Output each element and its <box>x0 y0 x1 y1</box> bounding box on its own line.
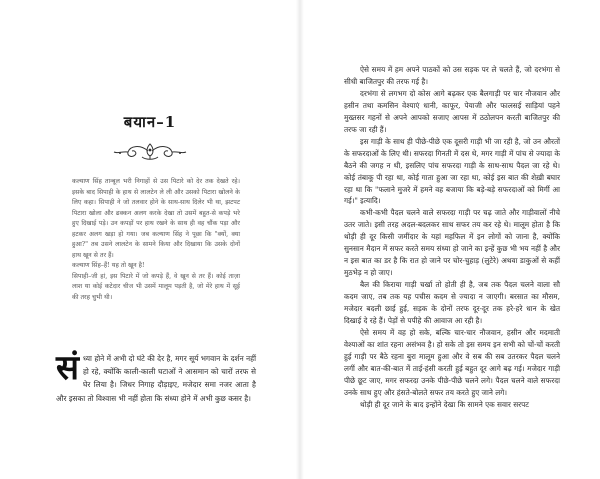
body-paragraph: कभी-कभी पैदल चलने वाले सफरदा गाड़ी पर चढ़ जाते और गाड़ीवालों नीचे उतर जाते। इसी तरह अदल-बदलकर साथ सफर तय कर रहे थे। मालूम होता है कि थोड़ी ही दूर किसी जमींदार के यहां महफिल में इन लोगों को जाना है, क्योंकि सुनसान मैदान में सफर करते समय संध्या हो जाने का इन्हें कुछ भी भय नहीं है और न इस बात का डर है कि रात हो जाने पर चोर-चुहाड़ (लुटेरे) अथवा डाकुओं से कहीं मुठभेड़ न हो जाए। <box>344 208 560 278</box>
quote-paragraph: कल्याण सिंह–हैं! यह तो खून है! <box>72 262 145 269</box>
body-paragraph: बैल की किराया गाड़ी चर्खा तो होती ही है, जब तक पैदल चलने वाला सौ कदम जाए, तब तक यह पचीस कदम से ज्यादा न जाएगी। बरसात का मौसम, मजेदार बदली छाई हुई, सड़क के दोनों तरफ दूर-दूर तक हरे-हरे धान के खेत दिखाई दे रहे हैं। पेड़ों से पपीहे की आवाज आ रही है। <box>344 280 560 326</box>
opening-paragraph <box>56 348 256 405</box>
right-page <box>300 0 600 479</box>
ornament-graphic <box>112 140 188 162</box>
body-text <box>344 64 560 411</box>
quote-block <box>72 177 240 303</box>
opening-text: ध्या होने में अभी दो घंटे की देर है, मगर सूर्य भगवान के दर्शन नहीं हो रहे, क्योंकि काली-काली घटाओं ने आसमान को चारों तरफ से घेर लिया है। जिधर निगाह दौड़ाइए, मजेदार समा नजर आता है और इसका तो विश्वास भी नहीं होता कि संध्या होने में अभी कुछ कसर है। <box>56 354 256 403</box>
drop-cap: सं <box>56 348 79 388</box>
chapter-title: बयान–1 <box>123 113 177 131</box>
quote-paragraph: सिपाही–जी हां, इस पिटारे में जो कपड़े हैं, वे खून से तर हैं। कोई ताज़ा लाश या कोई कटेदार चीज भी उसमें मालूम पड़ती है, जो मेरे हाथ में सूई की तरह चुभी थी। <box>72 272 240 301</box>
quote-paragraph: कल्याण सिंह तान्बूल भरी निगाहों से उस पिटारे को देर तक देखते रहे। इसके बाद सिपाही के हाथ से लालटेन ले ली और उसको पिटारा खोलने के लिए कहा। सिपाही ने जो तलवार होने के साथ-साथ दिलेर भी था, झटपट पिटारा खोला और ढक्कन अलग करके देखा तो उसमें बहुत-से कपड़े भरे हुए दिखाई पड़े। उन कपड़ों पर हाथ रखने के साथ ही वह चौंक पड़ा और हटकर अलग खड़ा हो गया। जब कल्याण सिंह ने पूछा कि "क्यों, क्या हुआ?" तब उसने लालटेन के सामने किया और दिखाया कि उसके दोनों हाथ खून से तर हैं। <box>72 178 240 259</box>
body-paragraph: दरभंगा से लगभग दो कोस आगे बढ़कर एक बैलगाड़ी पर चार नौजवान और हसीन तथा कमसिन वेश्याएं धानी, काफूर, पेयाजी और फालसई साड़ियां पहने मुख्तसर गहनों से अपने आपको सजाए आपस में ठठोलपन करती बाजितपुर की तरफ जा रही हैं। <box>344 88 560 134</box>
scroll-flourish-icon <box>112 140 188 162</box>
body-paragraph: ऐसे समय में वह हो सके, बल्कि चार-चार नौजवान, हसीन और मदमाती वेश्याओं का शांत रहना असंभव है। हो सके तो इस समय इन सभी को चों-चों करती हुई गाड़ी पर बैठे रहना बुरा मालूम हुआ और वे सब की सब उतरकर पैदल चलने लगीं और बात-की-बात में ताई-हंसी करती हुई बहुत दूर आगे बढ़ गई। मजेदार गाड़ी पीछे छूट जाए, मगर सफरदा उनके पीछे-पीछे चलने लगे। पैदल चलने वाले सफरदा उनके साथ हुए और हंसते-बोलते सफर तय करते हुए जाने लगे। <box>344 327 560 397</box>
body-paragraph: इस गाड़ी के साथ ही पीछे-पीछे एक दूसरी गाड़ी भी जा रही है, जो उन औरतों के सफरदाओं के लिए थी। सफरदा गिनती में दस थे, मगर गाड़ी में पांच से ज्यादा के बैठने की जगह न थी, इसलिए पांच सफरदा गाड़ी के साथ-साथ पैदल जा रहे थे। कोई तंबाकू पी रहा था, कोई गाता हुआ जा रहा था, कोई इस बात की शेख़ी बघार रहा था कि "फलाने मुजरे में हमने वह बजाया कि बड़े-बड़े सफरदाओं को मिर्गी आ गई।" इत्यादि। <box>344 136 560 206</box>
body-paragraph: ऐसे समय में हम अपने पाठकों को उस सड़क पर ले चलते हैं, जो दरभंगा से सीधी बाजितपुर की तरफ गई है। <box>344 65 560 86</box>
body-paragraph: थोड़ी ही दूर जाने के बाद इन्होंने देखा कि सामने एक सवार सरपट <box>360 399 529 409</box>
